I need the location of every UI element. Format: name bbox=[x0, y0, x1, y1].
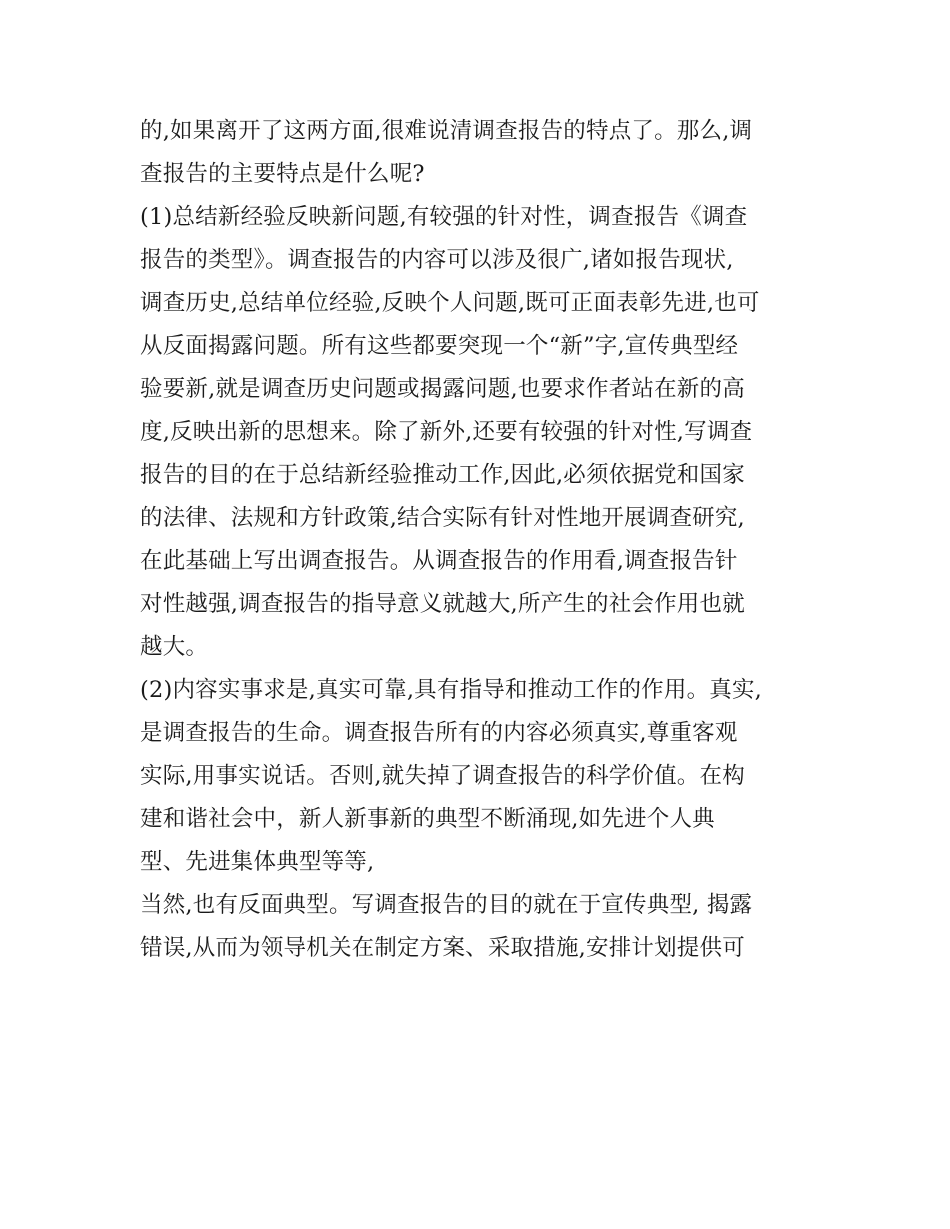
text-line: 调查历史,总结单位经验,反映个人问题,既可正面表彰先进,也可 bbox=[140, 290, 760, 316]
text-line: 度,反映出新的思想来。除了新外,还要有较强的针对性,写调查 bbox=[140, 419, 753, 445]
text-line: 报告的类型》。调查报告的内容可以涉及很广,诸如报告现状, bbox=[140, 247, 734, 273]
text-line: 查报告的主要特点是什么呢? bbox=[140, 161, 425, 187]
text-line: 当然,也有反面典型。写调查报告的目的就在于宣传典型, 揭露 bbox=[140, 892, 753, 918]
text-line: 从反面揭露问题。所有这些都要突现一个“新”字,宣传典型经 bbox=[140, 333, 739, 359]
text-line: (2)内容实事求是,真实可靠,具有指导和推动工作的作用。真实, bbox=[140, 677, 763, 703]
text-line: 建和谐社会中，新人新事新的典型不断涌现,如先进个人典 bbox=[140, 806, 715, 832]
text-line: 的法律、法规和方针政策,结合实际有针对性地开展调查研究, bbox=[140, 505, 745, 531]
text-line: 报告的目的在于总结新经验推动工作,因此,必须依据党和国家 bbox=[140, 462, 745, 488]
text-line: 错误,从而为领导机关在制定方案、采取措施,安排计划提供可 bbox=[140, 935, 745, 961]
text-line: 对性越强,调查报告的指导意义就越大,所产生的社会作用也就 bbox=[140, 591, 745, 617]
text-line: 型、先进集体典型等等, bbox=[140, 849, 375, 875]
text-line: 的,如果离开了这两方面,很难说清调查报告的特点了。那么,调 bbox=[140, 118, 753, 144]
body-text bbox=[140, 110, 820, 970]
text-line: (1)总结新经验反映新问题,有较强的针对性，调查报告《调查 bbox=[140, 204, 748, 230]
text-line: 越大。 bbox=[140, 634, 209, 660]
text-line: 在此基础上写出调查报告。从调查报告的作用看,调查报告针 bbox=[140, 548, 738, 574]
text-line: 实际,用事实说话。否则,就失掉了调查报告的科学价值。在构 bbox=[140, 763, 745, 789]
text-line: 是调查报告的生命。调查报告所有的内容必须真实,尊重客观 bbox=[140, 720, 738, 746]
text-line: 验要新,就是调查历史问题或揭露问题,也要求作者站在新的高 bbox=[140, 376, 745, 402]
